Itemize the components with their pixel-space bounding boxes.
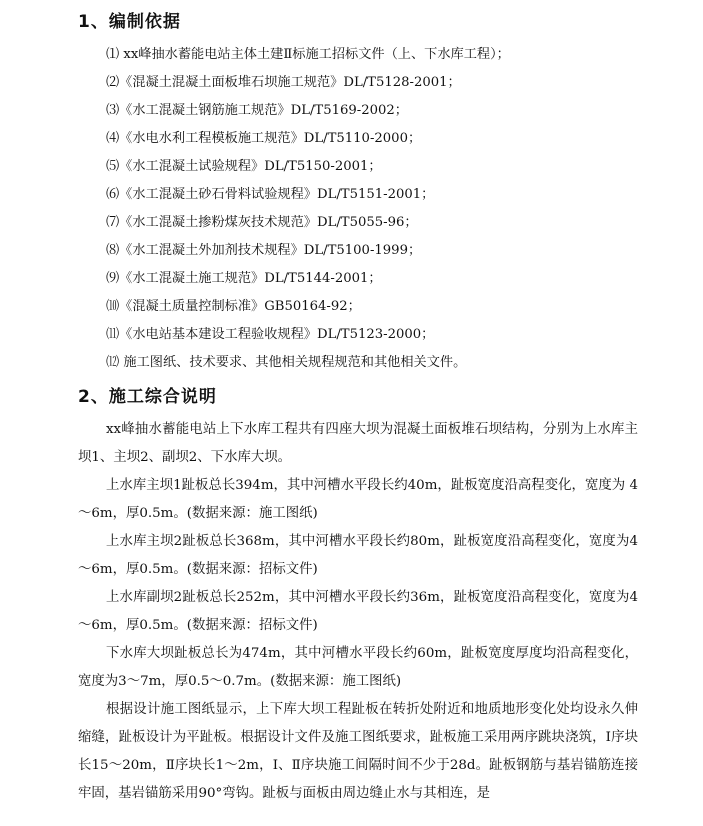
paragraph-lower-dam: 下水库大坝趾板总长为474m，其中河槽水平段长约60m，趾板宽度厚度均沿高程变化，宽度为3～7m，厚0.5～0.7m。(数据来源：施工图纸): [78, 646, 638, 689]
reference-item-3: ⑶《水工混凝土钢筋施工规范》DL/T5169-2002；: [106, 103, 408, 118]
section2-heading: 2、施工综合说明: [78, 387, 217, 407]
reference-item-8: ⑻《水工混凝土外加剂技术规程》DL/T5100-1999；: [106, 243, 422, 258]
paragraph-design-requirements: 根据设计施工图纸显示，上下库大坝工程趾板在转折处附近和地质地形变化处均设永久伸缩缝，趾板设计为平趾板。根据设计文件及施工图纸要求，趾板施工采用两序跳块浇筑，Ⅰ序块长15～20m，Ⅱ序块长1～2m，Ⅰ、Ⅱ序块施工间隔时间不少于28d。趾板钢筋与基岩锚筋连接牢固，基岩锚筋采用90°弯钩。趾板与面板由周边缝止水与其相连，是: [78, 702, 638, 801]
section1-heading: 1、编制依据: [78, 12, 181, 32]
reference-item-12: ⑿ 施工图纸、技术要求、其他相关规程规范和其他相关文件。: [106, 355, 467, 370]
paragraph-upper-auxiliary-dam-2: 上水库副坝2趾板总长252m，其中河槽水平段长约36m，趾板宽度沿高程变化，宽度为4～6m，厚0.5m。(数据来源：招标文件): [78, 590, 638, 633]
reference-item-4: ⑷《水电水利工程模板施工规范》DL/T5110-2000；: [106, 131, 422, 146]
reference-item-6: ⑹《水工混凝土砂石骨料试验规程》DL/T5151-2001；: [106, 187, 435, 202]
reference-item-1: ⑴ xx峰抽水蓄能电站主体土建Ⅱ标施工招标文件（上、下水库工程）；: [106, 47, 510, 62]
paragraph-upper-main-dam-1: 上水库主坝1趾板总长394m，其中河槽水平段长约40m，趾板宽度沿高程变化，宽度为 4～6m，厚0.5m。(数据来源：施工图纸): [78, 478, 638, 521]
paragraph-upper-main-dam-2: 上水库主坝2趾板总长368m，其中河槽水平段长约80m，趾板宽度沿高程变化，宽度为4～6m，厚0.5m。(数据来源：招标文件): [78, 534, 638, 577]
reference-item-2: ⑵《混凝土混凝土面板堆石坝施工规范》DL/T5128-2001；: [106, 75, 461, 90]
paragraph-overview: xx峰抽水蓄能电站上下水库工程共有四座大坝为混凝土面板堆石坝结构，分别为上水库主坝1、主坝2、副坝2、下水库大坝。: [78, 422, 638, 465]
reference-item-11: ⑾《水电站基本建设工程验收规程》DL/T5123-2000；: [106, 327, 435, 342]
reference-item-7: ⑺《水工混凝土掺粉煤灰技术规范》DL/T5055-96；: [106, 215, 418, 230]
reference-item-9: ⑼《水工混凝土施工规范》DL/T5144-2001；: [106, 271, 382, 286]
reference-item-5: ⑸《水工混凝土试验规程》DL/T5150-2001；: [106, 159, 382, 174]
reference-item-10: ⑽《混凝土质量控制标准》GB50164-92；: [106, 299, 361, 314]
